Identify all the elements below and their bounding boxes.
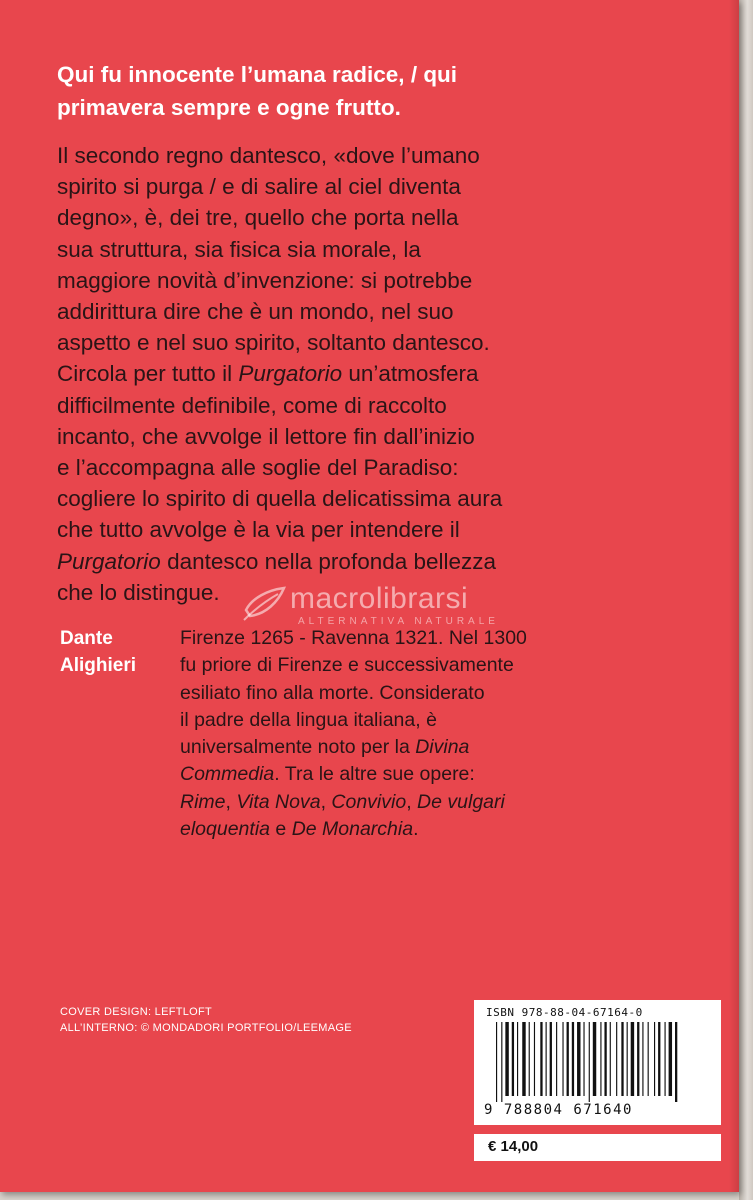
blurb-line: degno», è, dei tre, quello che porta nella xyxy=(57,205,459,231)
bio-italic-title: De vulgari xyxy=(417,790,505,813)
barcode-bar xyxy=(583,1022,584,1096)
bio-line: fu priore di Firenze e successivamente xyxy=(180,654,514,677)
bio-italic-title: Commedia xyxy=(180,763,275,786)
barcode-bar xyxy=(648,1022,649,1096)
barcode-bar xyxy=(669,1022,672,1096)
blurb-line: aspetto e nel suo spirito, soltanto dantesco. xyxy=(57,330,490,356)
barcode-bar xyxy=(540,1022,542,1096)
bio-italic-title: Convivio xyxy=(331,790,407,813)
blurb-line: maggiore novità d’invenzione: si potrebbe xyxy=(57,267,473,293)
barcode-bar xyxy=(637,1022,639,1096)
barcode-bar xyxy=(665,1022,666,1096)
barcode-bar xyxy=(577,1022,580,1096)
leaf-logo-icon xyxy=(238,580,288,630)
bio-separator: . xyxy=(413,818,419,841)
blurb-line: incanto, che avvolge il lettore fin dall’inizio xyxy=(57,423,475,449)
author-first-name: Dante xyxy=(60,628,113,649)
blurb-line: addirittura dire che è un mondo, nel suo xyxy=(57,299,454,325)
barcode-bar xyxy=(512,1022,514,1096)
barcode-bar xyxy=(556,1022,557,1096)
blurb-italic-title: Purgatorio xyxy=(57,548,161,574)
barcode-bar xyxy=(658,1022,660,1096)
price: € 14,00 xyxy=(488,1138,539,1155)
barcode-bar xyxy=(501,1022,502,1102)
barcode-bar xyxy=(562,1022,563,1096)
barcode-bar xyxy=(550,1022,552,1096)
watermark-tagline: ALTERNATIVA NATURALE xyxy=(298,616,499,627)
barcode-bar xyxy=(621,1022,623,1096)
barcode-bar xyxy=(675,1022,677,1102)
bio-line: il padre della lingua italiana, è xyxy=(180,708,437,731)
barcode-bar xyxy=(627,1022,628,1096)
isbn-label: ISBN 978-88-04-67164-0 xyxy=(486,1006,643,1019)
bio-line: esiliato fino alla morte. Considerato xyxy=(180,681,485,704)
barcode-bar xyxy=(600,1022,601,1096)
bio-italic-title: eloquentia xyxy=(180,818,270,841)
barcode-digits: 9 788804 671640 xyxy=(484,1102,633,1118)
blurb-line: spirito si purga / e di salire al ciel diventa xyxy=(57,174,461,200)
blurb-italic-title: Purgatorio xyxy=(238,361,343,387)
bio-separator: , xyxy=(225,790,237,813)
isbn-barcode xyxy=(474,1000,721,1125)
blurb-line: difficilmente definibile, come di raccolto xyxy=(57,392,447,418)
barcode-bar xyxy=(616,1022,617,1096)
barcode-bar xyxy=(654,1022,655,1096)
blurb-paragraph xyxy=(57,140,717,608)
barcode-bar xyxy=(522,1022,525,1096)
bio-separator: e xyxy=(270,818,292,841)
barcode-bar xyxy=(610,1022,611,1096)
watermark-name: macrolibrarsi xyxy=(290,582,469,615)
barcode-bar xyxy=(589,1022,590,1102)
quote-line-2: primavera sempre e ogne frutto. xyxy=(57,95,401,120)
credit-line-images: ALL’INTERNO: © MONDADORI PORTFOLIO/LEEMAGE xyxy=(60,1022,352,1034)
barcode-bar xyxy=(593,1022,596,1096)
blurb-line: che tutto avvolge è la via per intendere il xyxy=(57,517,460,543)
bio-italic-title: Divina xyxy=(415,736,470,759)
blurb-line-part: un’atmosfera xyxy=(342,361,479,387)
bio-italic-title: Vita Nova xyxy=(236,790,321,813)
quote-line-1: Qui fu innocente l’umana radice, / qui xyxy=(57,62,458,87)
blurb-line: Il secondo regno dantesco, «dove l’umano xyxy=(57,143,480,168)
barcode-bar xyxy=(496,1022,497,1102)
barcode-bar xyxy=(534,1022,535,1096)
blurb-line: cogliere lo spirito di quella delicatissima aura xyxy=(57,486,503,512)
barcode-bar xyxy=(642,1022,643,1096)
bio-separator: , xyxy=(406,790,418,813)
macrolibrarsi-watermark xyxy=(238,580,538,630)
blurb-line: e l’accompagna alle soglie del Paradiso: xyxy=(57,455,459,481)
blurb-line-part: dantesco nella profonda bellezza xyxy=(160,548,497,574)
barcode-bar xyxy=(572,1022,574,1096)
author-bio xyxy=(180,625,680,843)
barcode-bar xyxy=(505,1022,508,1096)
bio-separator: , xyxy=(320,790,332,813)
barcode-bar xyxy=(517,1022,518,1096)
barcode-bar xyxy=(529,1022,530,1096)
bio-line: Firenze 1265 - Ravenna 1321. Nel 1300 xyxy=(180,627,527,649)
price-label-box xyxy=(474,1134,721,1161)
epigraph-quote xyxy=(57,58,697,124)
barcode-bar xyxy=(567,1022,569,1096)
author-last-name: Alighieri xyxy=(60,655,137,676)
book-spine-edge xyxy=(739,0,753,1200)
barcode-bar xyxy=(604,1022,606,1096)
blurb-line: che lo distingue. xyxy=(57,579,220,605)
bio-italic-title: Rime xyxy=(180,790,226,813)
barcode-bar xyxy=(631,1022,634,1096)
bio-line-part: universalmente noto per la xyxy=(180,736,416,759)
barcode-bars xyxy=(496,1022,701,1102)
author-name xyxy=(60,625,170,679)
bio-italic-title: De Monarchia xyxy=(291,818,414,841)
barcode-bar xyxy=(546,1022,547,1096)
blurb-line: sua struttura, sia fisica sia morale, la xyxy=(57,236,421,262)
bio-line-part: . Tra le altre sue opere: xyxy=(274,763,475,786)
credit-line-design: COVER DESIGN: LEFTLOFT xyxy=(60,1006,213,1018)
cover-credits xyxy=(60,1004,352,1036)
blurb-line-part: Circola per tutto il xyxy=(57,361,239,387)
